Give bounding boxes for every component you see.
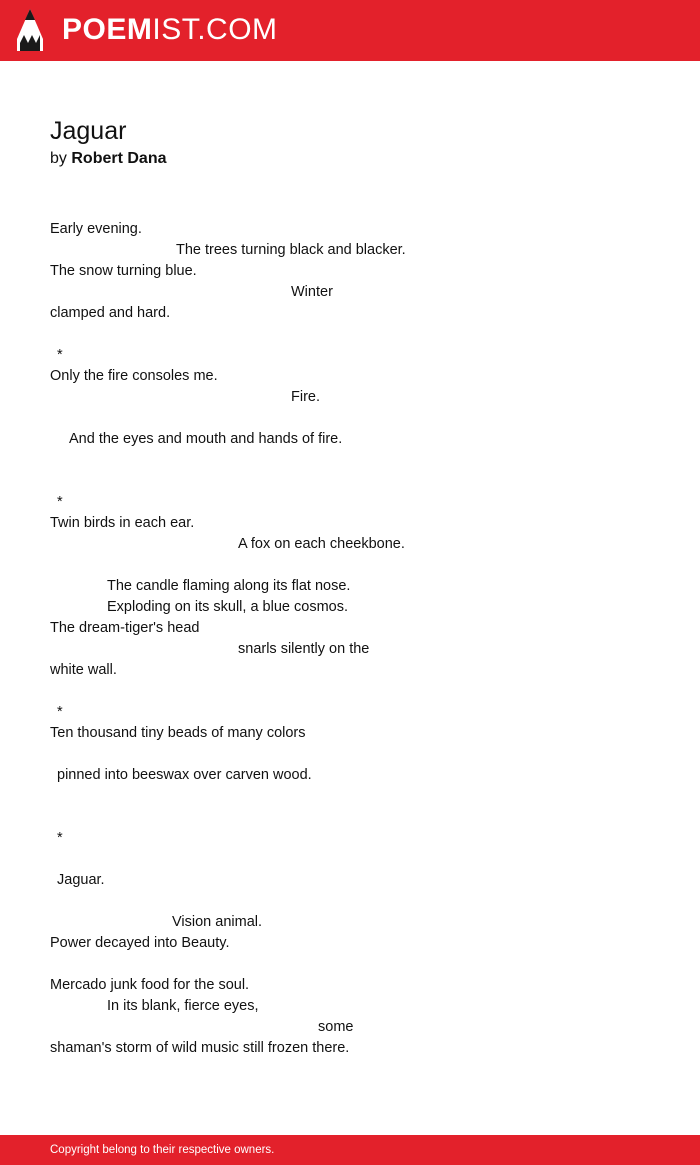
copyright-notice: Copyright belong to their respective owners. (50, 1144, 275, 1156)
poem-line: The trees turning black and blacker. (176, 242, 406, 258)
poem-stanza-break: * (57, 494, 63, 510)
poem-line: Fire. (291, 389, 320, 405)
poem-line: Jaguar. (57, 872, 105, 888)
poem-line: A fox on each cheekbone. (238, 536, 405, 552)
poem-line: The candle flaming along its flat nose. (107, 578, 351, 594)
poem-line: Exploding on its skull, a blue cosmos. (107, 599, 348, 615)
poem-stanza-break: * (57, 704, 63, 720)
poem-byline (50, 149, 166, 169)
poem-line: snarls silently on the (238, 641, 370, 657)
poem-line: Power decayed into Beauty. (50, 935, 230, 951)
poem-line: The dream-tiger's head (50, 620, 200, 636)
poem-line: Only the fire consoles me. (50, 368, 218, 384)
poem-line: The snow turning blue. (50, 263, 197, 279)
site-header (0, 0, 700, 61)
poem-line: Twin birds in each ear. (50, 515, 195, 531)
pencil-icon[interactable] (17, 9, 43, 51)
poem-line: white wall. (50, 662, 117, 678)
logo-text-bold: POEM (62, 13, 153, 46)
poem-line: clamped and hard. (50, 305, 171, 321)
poem-line: And the eyes and mouth and hands of fire. (69, 431, 343, 447)
poem-author[interactable]: Robert Dana (71, 150, 167, 167)
poem-line: Vision animal. (172, 914, 263, 930)
poem-line: Ten thousand tiny beads of many colors (50, 725, 306, 741)
by-label: by (50, 150, 67, 167)
poem-line: In its blank, fierce eyes, (107, 998, 259, 1014)
poem-line: Winter (291, 284, 333, 300)
site-footer (0, 1135, 700, 1165)
poem-title: Jaguar (50, 117, 127, 145)
poem-stanza-break: * (57, 830, 63, 846)
poem-line: Early evening. (50, 221, 142, 237)
poem-line: some (318, 1019, 354, 1035)
poem-line: Mercado junk food for the soul. (50, 977, 250, 993)
site-logo[interactable] (62, 13, 278, 47)
poem-line: shaman's storm of wild music still frozen there. (50, 1040, 350, 1056)
logo-text-light: IST.COM (152, 13, 278, 46)
poem-line: pinned into beeswax over carven wood. (57, 767, 312, 783)
poem-stanza-break: * (57, 347, 63, 363)
